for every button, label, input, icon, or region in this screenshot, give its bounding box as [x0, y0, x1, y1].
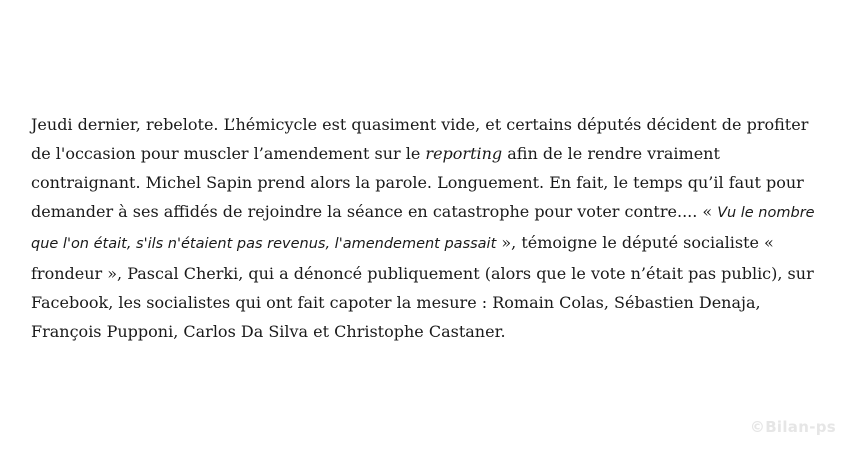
article-paragraph: [31, 110, 821, 346]
paragraph-text-start: Jeudi dernier, rebelote. L’hémicycle est quasiment vide, et certains députés décident de profiter de l'occasion pour muscler l’amendement sur le: [31, 115, 809, 163]
reporting-term: reporting: [425, 144, 503, 163]
paragraph-text-end: », témoigne le député socialiste « frondeur », Pascal Cherki, qui a dénoncé publiquement (alors que le vote n’était pas public), sur Facebook, les socialistes qui ont fait capoter la mesure : Romain Colas, Sébastien Denaja, François Pupponi, Carlos Da Silva et Christophe Castaner.: [31, 233, 814, 341]
cherki-quote: Vu le nombre que l'on était, s'ils n'étaient pas revenus, l'amendement passait: [31, 205, 815, 252]
paragraph-text-middle: afin de le rendre vraiment contraignant. Michel Sapin prend alors la parole. Longuement. En fait, le temps qu’il faut pour demander à ses affidés de rejoindre la séance en catastrophe pour voter contre.... «: [31, 144, 804, 221]
copyright-watermark: ©Bilan-ps: [749, 418, 836, 436]
